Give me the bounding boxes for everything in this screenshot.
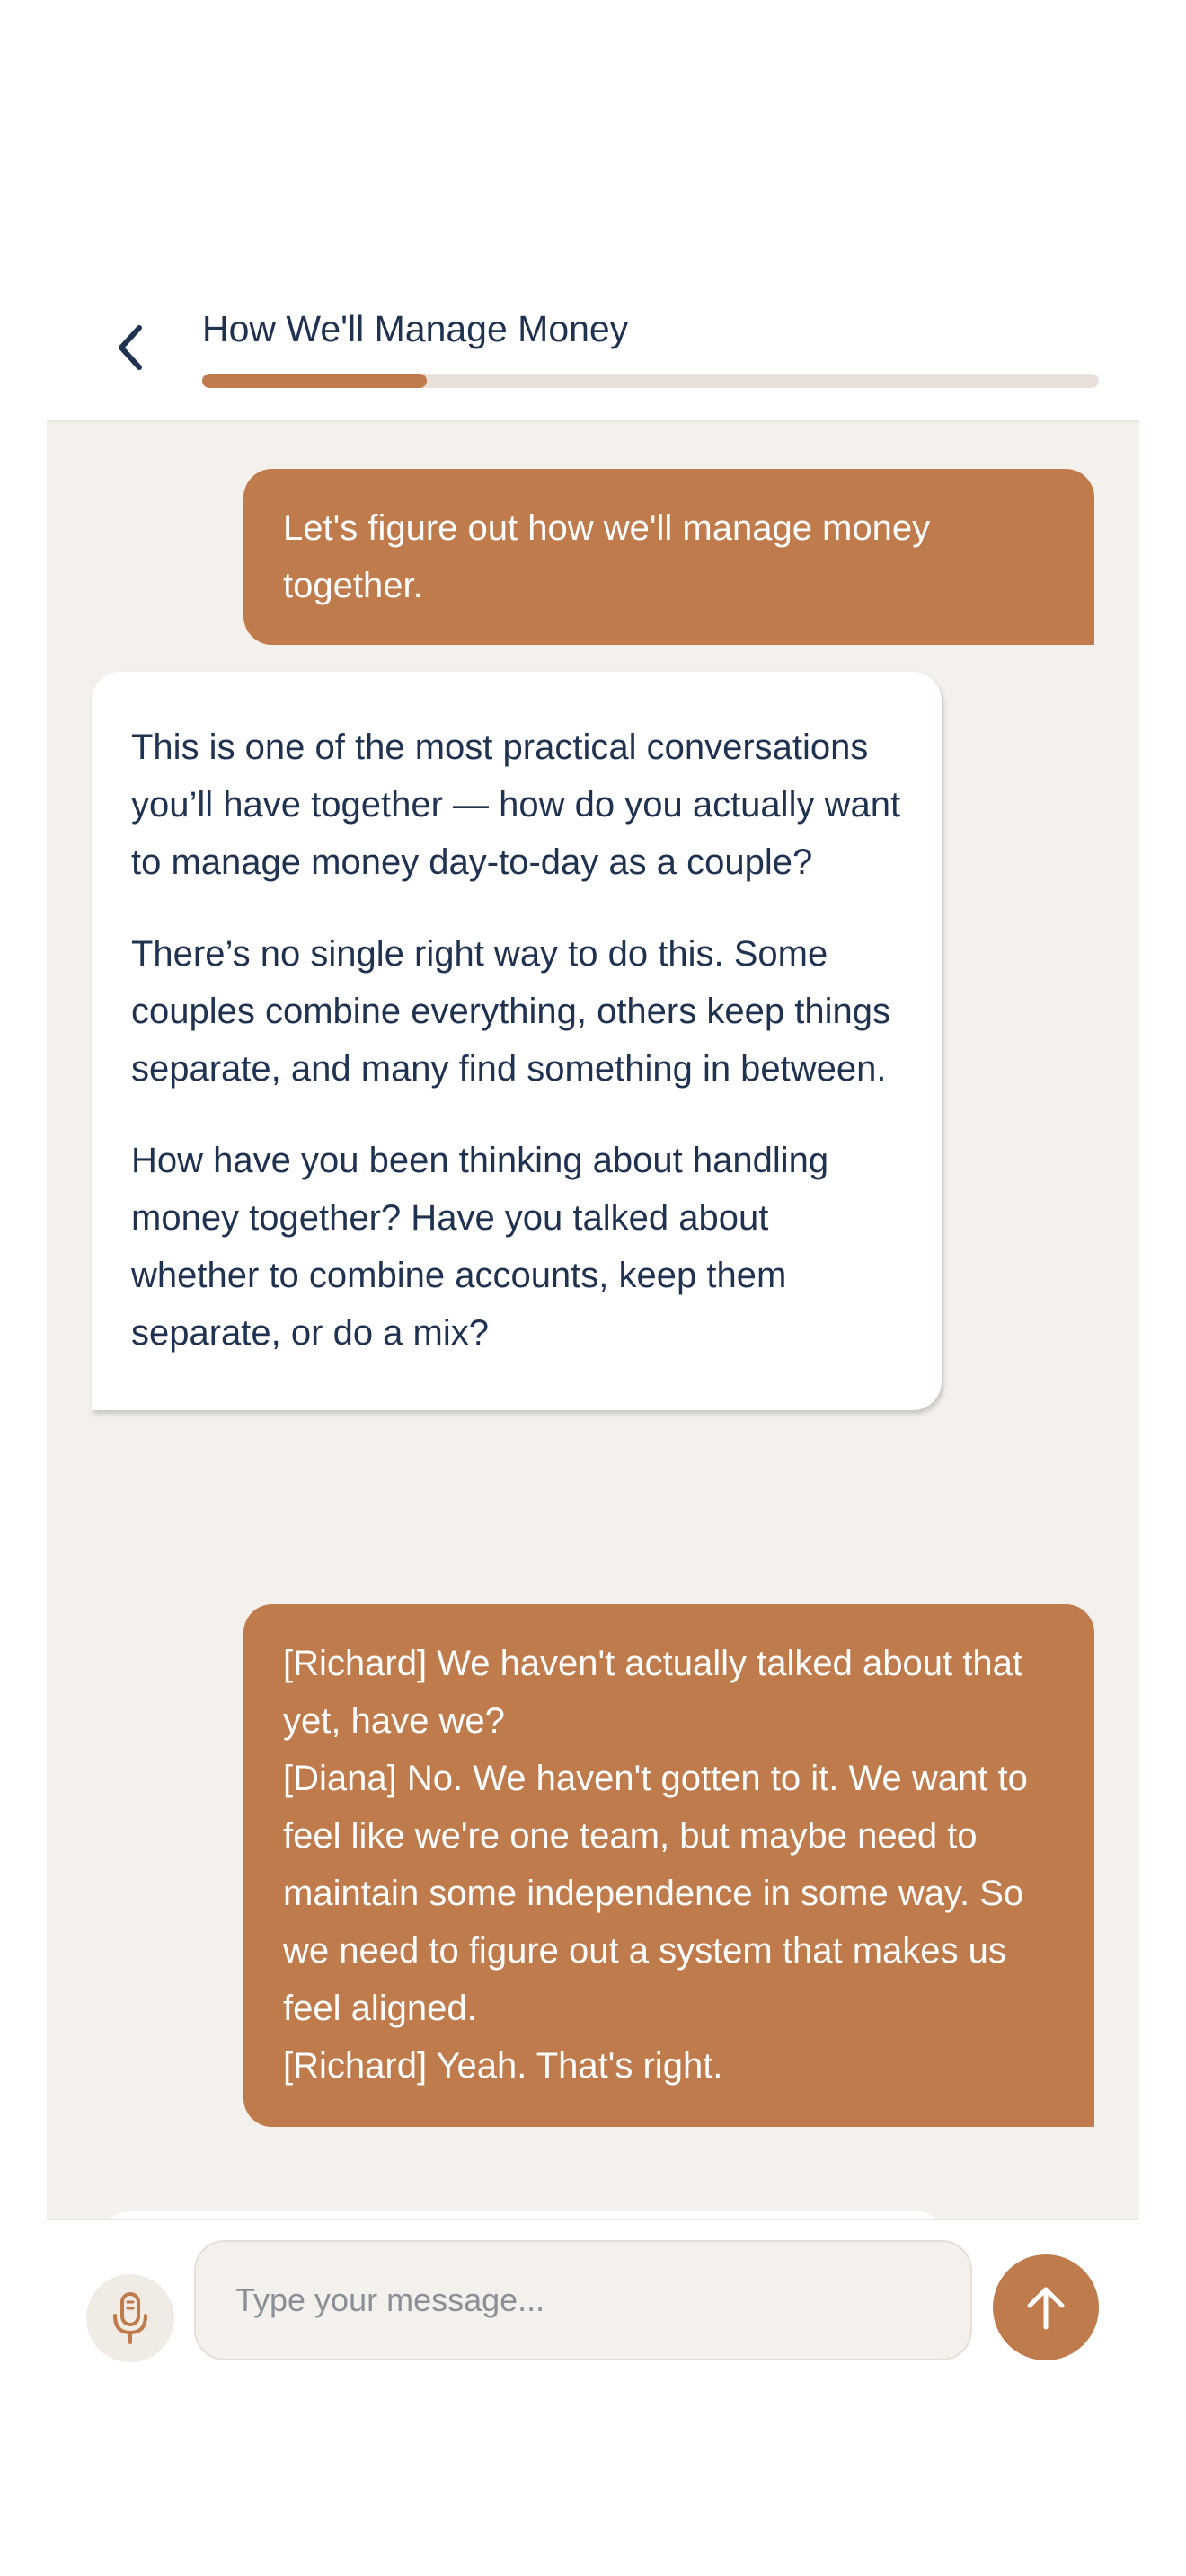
microphone-icon: [111, 2291, 150, 2345]
assistant-message-paragraph: This is one of the most practical conversations you’ll have together — how do you actually want to manage money day-to-day as a couple?: [131, 728, 901, 882]
progress-bar: [202, 374, 1099, 388]
assistant-message: [92, 672, 942, 1410]
chat-header: [0, 0, 1186, 422]
chevron-left-icon: [115, 322, 146, 373]
page-title: How We'll Manage Money: [202, 308, 629, 349]
user-message-text: Let's figure out how we'll manage money together.: [283, 508, 931, 605]
back-button[interactable]: [103, 316, 157, 379]
user-message: [243, 1604, 1094, 2127]
assistant-message-paragraph: There’s no single right way to do this. Some couples combine everything, others keep things separate, and many find something in between.: [131, 934, 890, 1089]
assistant-message-paragraph: How have you been thinking about handling money together? Have you talked about whether to combine accounts, keep them separate, or do a mix?: [131, 1141, 829, 1353]
send-button[interactable]: [993, 2254, 1099, 2360]
user-message: [243, 469, 1094, 645]
progress-bar-fill: [202, 374, 427, 388]
message-input[interactable]: [194, 2240, 972, 2360]
chat-messages[interactable]: [47, 422, 1139, 2219]
microphone-button[interactable]: [86, 2274, 174, 2362]
arrow-up-icon: [1024, 2284, 1067, 2331]
assistant-message-partial: [101, 2211, 945, 2219]
user-message-text: [Richard] We haven't actually talked about that yet, have we? [Diana] No. We haven't gotten to it. We want to feel like we're one team, but maybe need to maintain some independence in some way. So we need to figure out a system that makes us feel aligned. [Richard] Yeah. That's right.: [283, 1644, 1028, 2086]
